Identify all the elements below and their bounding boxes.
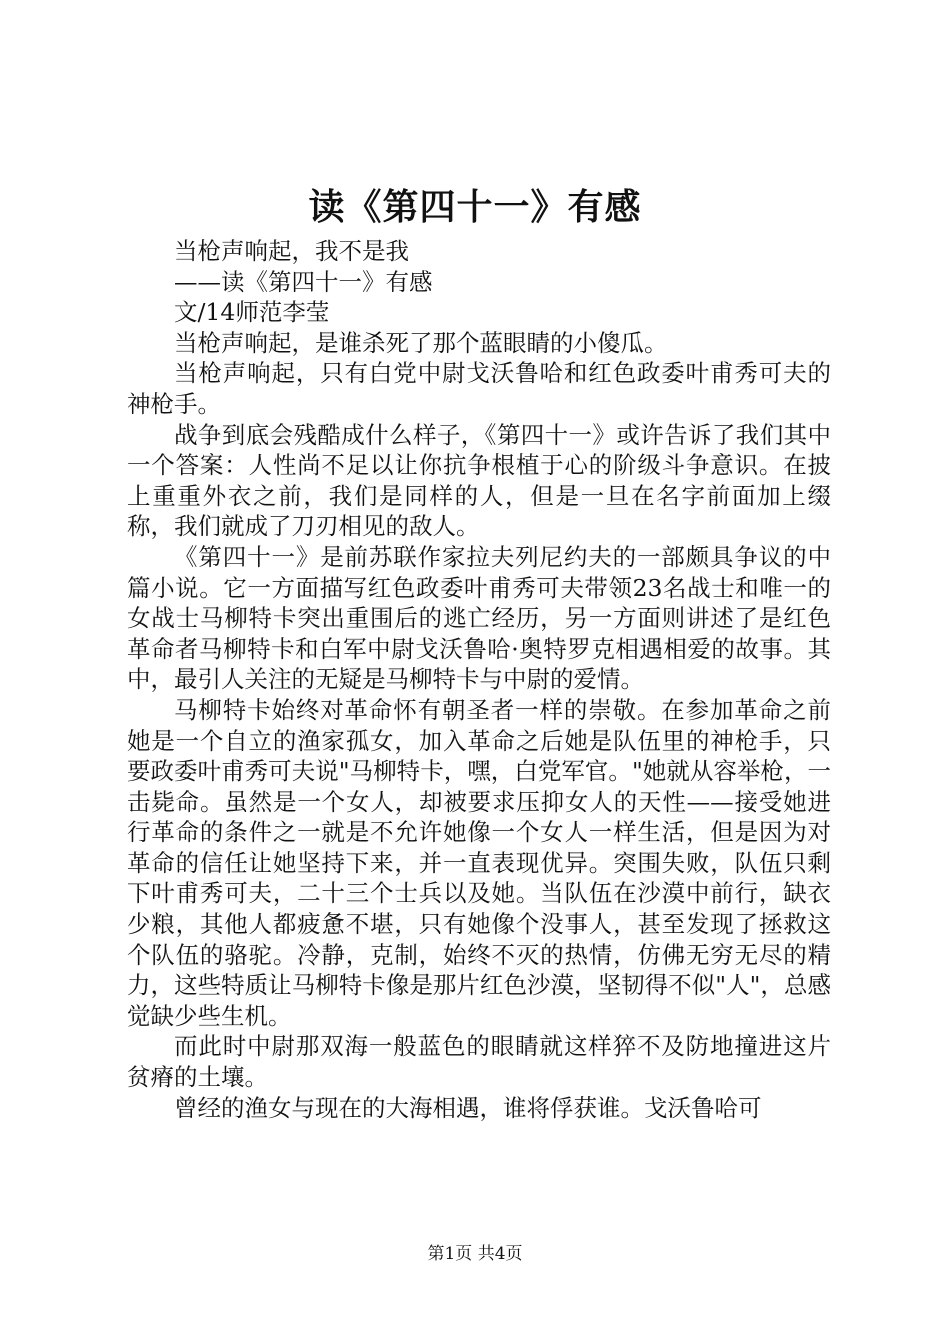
body-paragraph: 曾经的渔女与现在的大海相遇，谁将俘获谁。戈沃鲁哈可 — [174, 1093, 762, 1122]
subtitle-line: 当枪声响起，我不是我 — [174, 237, 409, 265]
body-paragraph: 马柳特卡始终对革命怀有朝圣者一样的崇敬。在参加革命之前她是一个自立的渔家孤女，加入革命之后她是队伍里的神枪手，只要政委叶甫秀可夫说"马柳特卡，嘿，白党军官。"她就从容举枪，一击毙命。虽然是一个女人，却被要求压抑女人的天性——接受她进行革命的条件之一就是不允许她像一个女人一样生活，但是因为对革命的信任让她坚持下来，并一直表现优异。突围失败，队伍只剩下叶甫秀可夫，二十三个士兵以及她。当队伍在沙漠中前行，缺衣少粮，其他人都疲惫不堪，只有她像个没事人，甚至发现了拯救这个队伍的骆驼。冷静，克制，始终不灭的热情，仿佛无穷无尽的精力，这些特质让马柳特卡像是那片红色沙漠，坚韧得不似"人"，总感觉缺少些生机。 — [127, 695, 831, 1030]
body-paragraph: 当枪声响起，只有白党中尉戈沃鲁哈和红色政委叶甫秀可夫的神枪手。 — [127, 359, 831, 418]
body-paragraph: 当枪声响起，是谁杀死了那个蓝眼睛的小傻瓜。 — [174, 328, 668, 357]
body-paragraph: 《第四十一》是前苏联作家拉夫列尼约夫的一部颇具争议的中篇小说。它一方面描写红色政委叶甫秀可夫带领23名战士和唯一的女战士马柳特卡突出重围后的逃亡经历，另一方面则讲述了是红色革命者马柳特卡和白军中尉戈沃鲁哈·奥特罗克相遇相爱的故事。其中，最引人关注的无疑是马柳特卡与中尉的爱情。 — [127, 542, 831, 694]
document-body — [127, 236, 831, 1123]
body-paragraph: 战争到底会残酷成什么样子，《第四十一》或许告诉了我们其中一个答案：人性尚不足以让你抗争根植于心的阶级斗争意识。在披上重重外衣之前，我们是同样的人，但是一旦在名字前面加上缀称，我们就成了刀刃相见的敌人。 — [127, 420, 831, 541]
subtitle-line: ——读《第四十一》有感 — [174, 267, 433, 296]
author-line: 文/14师范李莹 — [174, 298, 330, 327]
page-footer: 第1页 共4页 — [427, 1244, 523, 1264]
body-paragraph: 而此时中尉那双海一般蓝色的眼睛就这样猝不及防地撞进这片贫瘠的土壤。 — [127, 1032, 831, 1092]
document-title: 读《第四十一》有感 — [308, 187, 642, 228]
